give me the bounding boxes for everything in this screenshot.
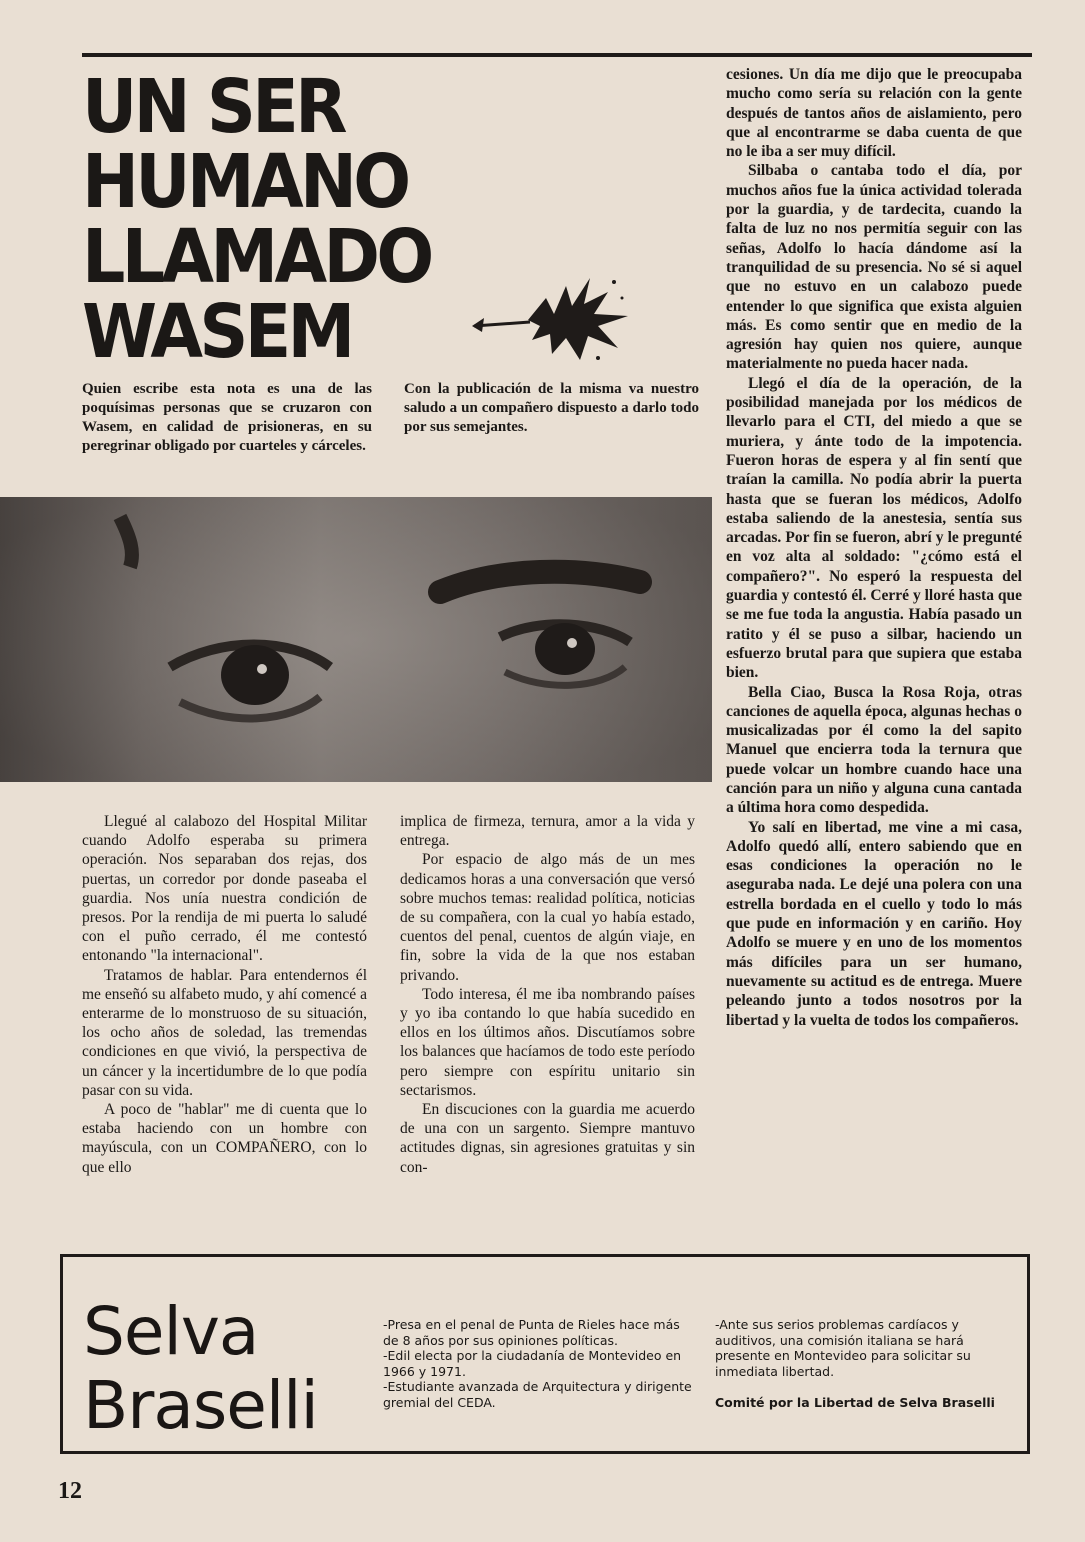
paragraph: Bella Ciao, Busca la Rosa Roja, otras canciones de aquella época, algunas hechas o musicalizadas por él como la del sapito Manuel que encierra toda la ternura que puede volcar un hombre cuando hace una canción para un niño y alguna cuna cantada a última hora como despedida.	[726, 683, 1022, 817]
top-rule	[82, 53, 1032, 57]
eyes-photo-drawing	[0, 497, 712, 782]
paragraph: implica de firmeza, ternura, amor a la vida y entrega.	[400, 813, 695, 850]
profile-name	[83, 1295, 318, 1443]
paragraph: cesiones. Un día me dijo que le preocupaba mucho como sería su relación con la gente después de tantos años de aislamiento, pero que al encontrarme se daba cuenta de que no le iba a ser muy difícil.	[726, 66, 1022, 161]
article-column-1	[82, 812, 367, 1177]
eyes-photo	[0, 497, 712, 782]
committee-signature: Comité por la Libertad de Selva Braselli	[715, 1395, 995, 1410]
paragraph: Silbaba o cantaba todo el día, por muchos años fue la única actividad tolerada por la guardia, y de tardecita, cuando la falta de luz no nos permitía seguir con las señas, Adolfo lo hacía dándome así la tranquilidad de su presencia. No sé si aquel que no estuvo en un calabozo puede entender lo que significa que exista alguien más. Es como sentir que en medio de la agresión hay quien nos quiere, aunque materialmente no pueda hacer nada.	[726, 162, 1022, 373]
fact: -Edil electa por la ciudadanía de Montevideo en 1966 y 1971.	[383, 1348, 682, 1379]
headline-line: WASEM	[82, 289, 352, 375]
profile-facts-left	[383, 1317, 693, 1410]
paragraph: Yo salí en libertad, me vine a mi casa, Adolfo quedó allí, entero sabiendo que en esas condiciones la operación no le aseguraba nada. Le dejé una polera con una estrella bordada en el cuello y todo lo más que pude en información y en cariño. Hoy Adolfo se muere y en uno de los momentos más difíciles para un ser humano, nuevamente su actitud es de entrega. Muere peleando junto a todos nosotros por la libertad y la vuelta de todos los compañeros.	[726, 818, 1022, 1029]
paragraph: Por espacio de algo más de un mes dedicamos horas a una conversación que versó sobre muchos temas: realidad política, noticias de su compañera, con la cual yo había estado, cuentos del penal, cuentos de algún viaje, en fin, sobre la vida de la que nos estaban privando.	[400, 851, 695, 984]
paragraph: Todo interesa, él me iba nombrando países y yo iba contando lo que había sucedido en ellos en los últimos años. Discutíamos sobre los balances que hacíamos de todo este período pero siempre con espíritu unitario sin sectarismos.	[400, 985, 695, 1099]
page-number: 12	[58, 1478, 82, 1504]
profile-last-name: Braselli	[83, 1367, 318, 1444]
paragraph: Tratamos de hablar. Para entendernos él me enseñó su alfabeto mudo, y ahí comencé a enterarme de lo monstruoso de su situación, los ocho años de soledad, las tremendas condiciones en que vivió, la perspectiva de un cáncer y la incertidumbre de lo que podía pasar con su vida.	[82, 966, 367, 1099]
fact: -Ante sus serios problemas cardíacos y auditivos, una comisión italiana se hará presente en Montevideo para solicitar su inmediata libertad.	[715, 1317, 971, 1379]
headline-line: LLAMADO	[82, 214, 431, 300]
profile-box	[60, 1254, 1030, 1454]
headline-line: HUMANO	[82, 139, 408, 225]
ink-splat-illustration	[468, 268, 636, 368]
profile-facts-right	[715, 1317, 1005, 1411]
paragraph: En discuciones con la guardia me acuerdo de una con un sargento. Siempre mantuvo actitudes dignas, sin agresiones gratuitas y sin con-	[400, 1101, 695, 1176]
article-column-3	[726, 65, 1022, 1030]
intro-right: Con la publicación de la misma va nuestro saludo a un compañero dispuesto a darlo todo por sus semejantes.	[404, 381, 699, 435]
paragraph: Llegó el día de la operación, de la posibilidad manejada por los médicos de llevarlo para el CTI, del miedo a que se muriera, y ánte todo de la impotencia. Fueron horas de espera y al fin sentí que traían la camilla. No podía abrir la puerta hasta que se fueran los médicos, Adolfo estaba saliendo de la anestesia, sentía sus arcadas. Por fin se fueron, abrí y le pregunté en voz alta al soldado: "¿cómo está el compañero?". No esperó la respuesta del guardia y contestó él. Cerré y lloré hasta que se me fue toda la angustia. Había pasado un ratito y él se puso a silbar, haciendo un esfuerzo brutal para que supiera que estaba bien.	[726, 374, 1022, 682]
paragraph: Llegué al calabozo del Hospital Militar cuando Adolfo esperaba su primera operación. Nos separaban dos rejas, dos puertas, un corredor por donde paseaba el guardia. Nos unía nuestra condición de presos. Por la rendija de mi puerta lo saludé con el puño cerrado, él me contestó entonando "la internacional".	[82, 813, 367, 965]
paragraph: A poco de "hablar" me di cuenta que lo estaba haciendo con un hombre con mayúscula, con un COMPAÑERO, con lo que ello	[82, 1101, 367, 1176]
fact: -Presa en el penal de Punta de Rieles hace más de 8 años por sus opiniones políticas.	[383, 1317, 680, 1348]
profile-first-name: Selva	[83, 1293, 259, 1370]
article-column-2	[400, 812, 695, 1177]
headline-line: UN SER	[82, 64, 344, 150]
fact: -Estudiante avanzada de Arquitectura y dirigente gremial del CEDA.	[383, 1379, 692, 1410]
intro-left: Quien escribe esta nota es una de las poquísimas personas que se cruzaron con Wasem, en calidad de prisioneras, en su peregrinar obligado por cuarteles y cárceles.	[82, 381, 372, 454]
